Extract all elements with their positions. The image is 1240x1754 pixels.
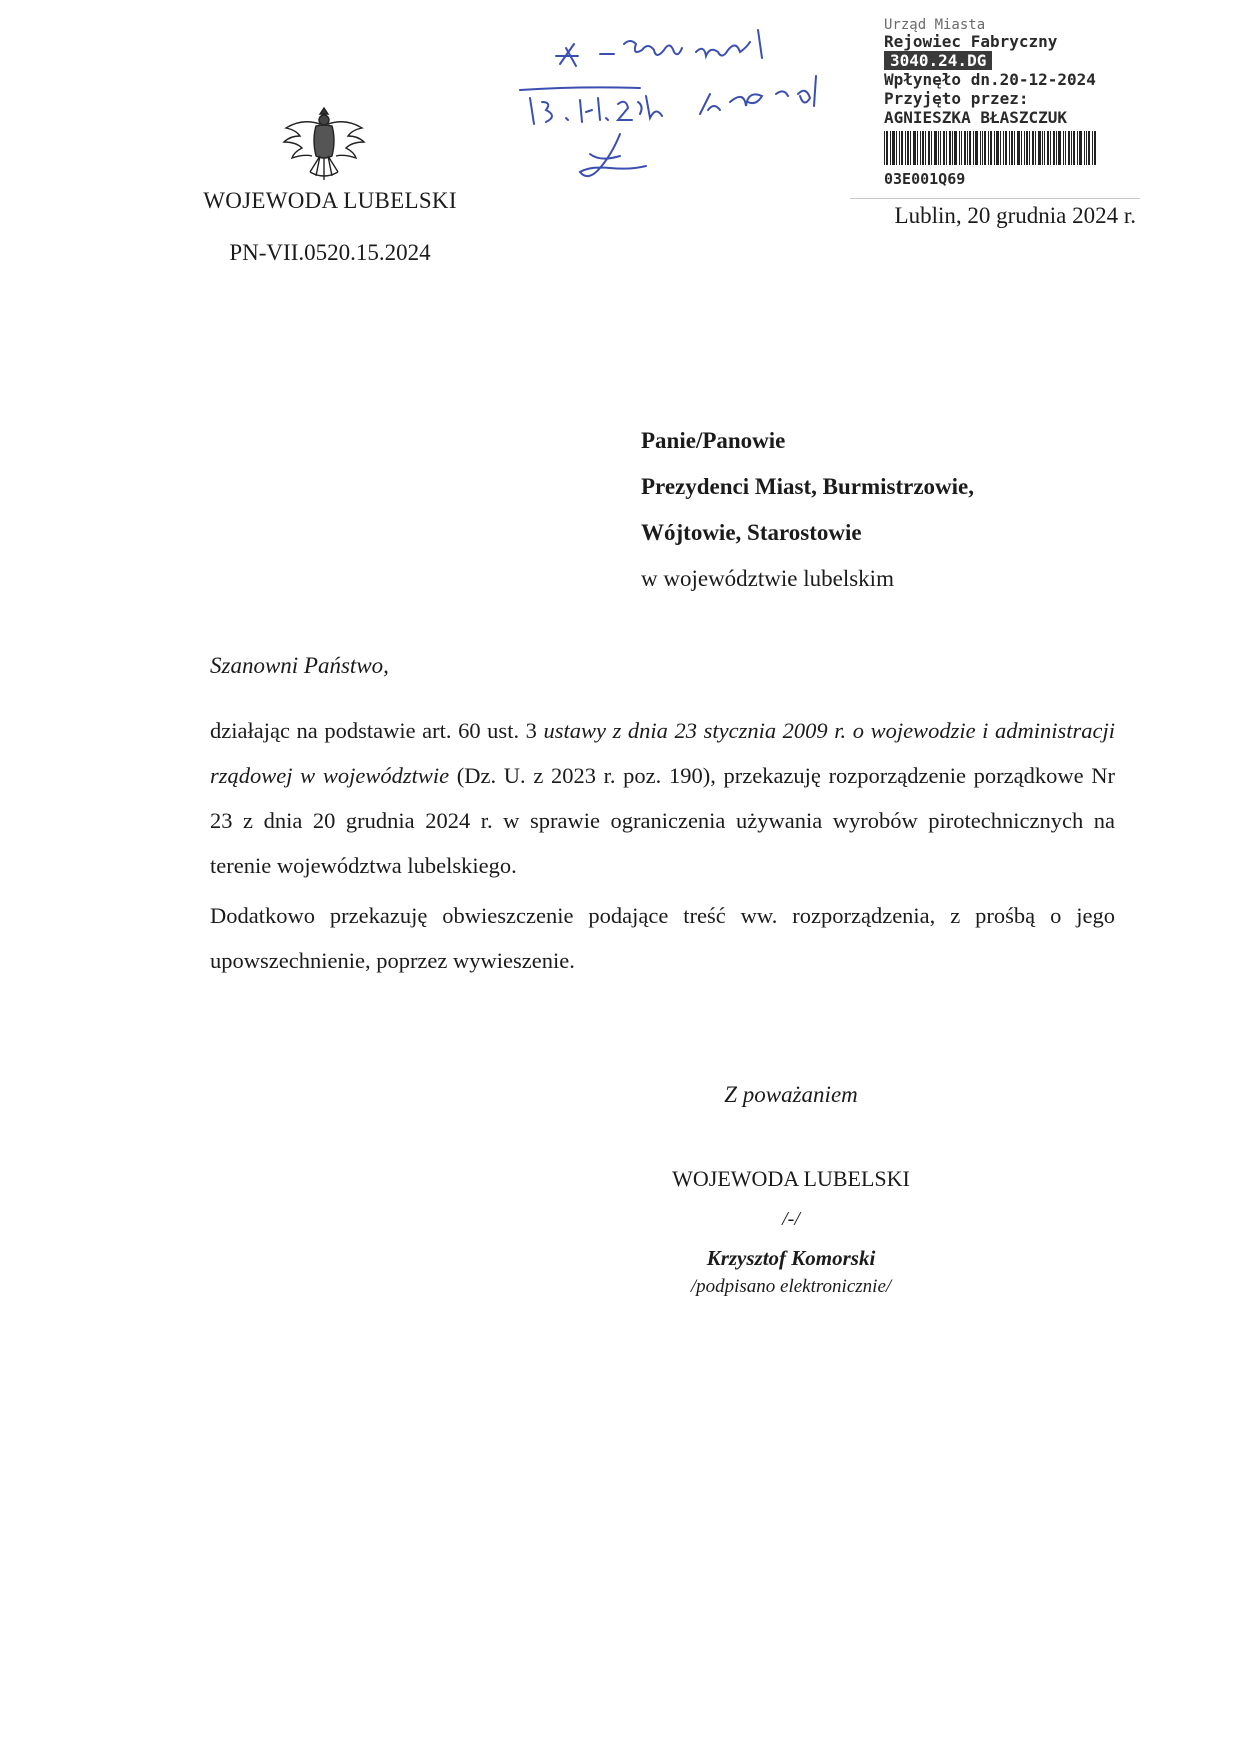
addressee-line: Wójtowie, Starostowie bbox=[641, 520, 862, 545]
salutation: Szanowni Państwo, bbox=[210, 653, 389, 678]
addressee-line: Prezydenci Miast, Burmistrzowie, bbox=[641, 474, 974, 499]
signatory-name: Krzysztof Komorski bbox=[706, 1246, 876, 1270]
body-paragraph bbox=[210, 708, 1115, 888]
divider bbox=[850, 198, 1140, 199]
signature-mark: /-/ bbox=[782, 1208, 800, 1230]
signature-note: /podpisano elektronicznie/ bbox=[690, 1276, 892, 1297]
body-paragraph: Dodatkowo przekazuję obwieszczenie podające treść ww. rozporządzenia, z prośbą o jego upowszechnienie, poprzez wywieszenie. bbox=[210, 903, 1115, 973]
act-title: ustawy z dnia 23 stycznia 2009 r. o wojewodzie i administracji rządowej w województwie bbox=[210, 718, 1115, 788]
body-text: (Dz. U. z 2023 r. poz. 190), przekazuję rozporządzenie porządkowe Nr 23 z dnia 20 grudnia 2024 r. w sprawie ograniczenia używania wyrobów pirotechnicznych na terenie województwa lubelskiego. bbox=[210, 763, 1115, 878]
polish-eagle-emblem-icon bbox=[280, 100, 368, 188]
closing-regards: Z poważaniem bbox=[724, 1082, 858, 1107]
body-text: działając na podstawie art. 60 ust. 3 bbox=[210, 718, 544, 743]
handwritten-note bbox=[500, 14, 880, 189]
stamp-office: Urząd Miasta bbox=[884, 17, 986, 32]
issuer-name: WOJEWODA LUBELSKI bbox=[203, 188, 457, 213]
registry-stamp bbox=[884, 16, 1140, 189]
barcode-icon bbox=[884, 131, 1100, 165]
stamp-received-date: Wpłynęło dn.20-12-2024 bbox=[884, 70, 1096, 89]
addressee-line: Panie/Panowie bbox=[641, 428, 786, 453]
signatory-title: WOJEWODA LUBELSKI bbox=[672, 1166, 910, 1191]
stamp-barcode-text: 03E001Q69 bbox=[884, 170, 966, 188]
stamp-accepted-label: Przyjęto przez: bbox=[884, 89, 1029, 108]
stamp-reference: 3040.24.DG bbox=[884, 51, 992, 70]
letter-date: Lublin, 20 grudnia 2024 r. bbox=[894, 203, 1136, 228]
case-reference: PN-VII.0520.15.2024 bbox=[229, 240, 431, 265]
addressee-line: w województwie lubelskim bbox=[641, 566, 894, 591]
stamp-office-city: Rejowiec Fabryczny bbox=[884, 32, 1058, 51]
stamp-accepted-by: AGNIESZKA BŁASZCZUK bbox=[884, 108, 1068, 127]
addressee-block bbox=[641, 418, 1121, 602]
